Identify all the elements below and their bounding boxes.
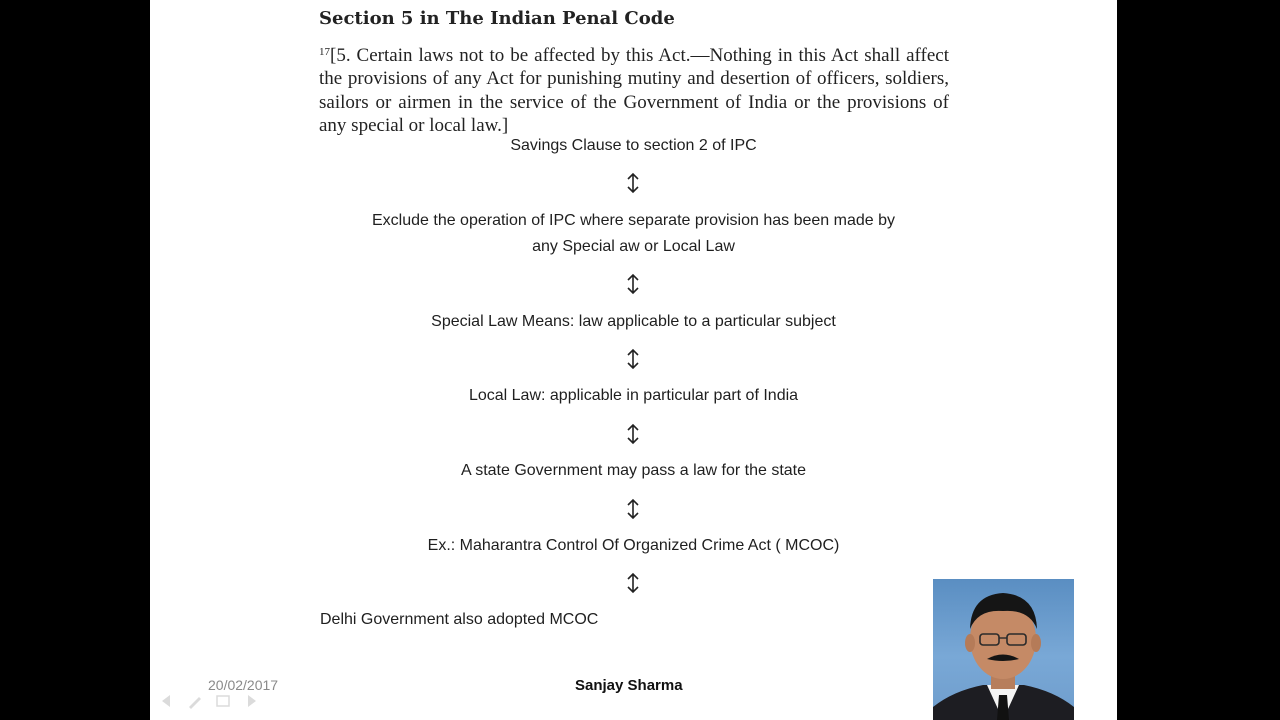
flow-item-exclude-operation-cont: any Special aw or Local Law [532, 238, 735, 255]
up-down-arrow-icon [623, 497, 643, 521]
pen-icon[interactable] [184, 690, 206, 712]
flow-item-local-law: Local Law: applicable in particular part of India [468, 387, 799, 404]
flow-item-exclude-operation: Exclude the operation of IPC where separate provision has been made by [372, 212, 895, 229]
flow-item-savings-clause: Savings Clause to section 2 of IPC [510, 137, 757, 154]
slide [150, 0, 1117, 720]
slide-date: 20/02/2017 [208, 677, 279, 693]
presenter-photo [933, 579, 1074, 720]
up-down-arrow-icon [623, 422, 643, 446]
up-down-arrow-icon [623, 171, 643, 195]
up-down-arrow-icon [623, 347, 643, 371]
previous-slide-icon[interactable] [156, 690, 178, 712]
presenter-name: Sanjay Sharma [575, 677, 683, 694]
flow-item-state-government: A state Government may pass a law for the state [460, 462, 807, 479]
footnote-marker: 17 [319, 46, 330, 58]
up-down-arrow-icon [623, 272, 643, 296]
flow-item-mcoc-example: Ex.: Maharantra Control Of Organized Crime Act ( MCOC) [427, 537, 840, 554]
flow-item-special-law: Special Law Means: law applicable to a particular subject [431, 313, 836, 330]
slideshow-nav [156, 690, 276, 712]
section-text-body: [5. Certain laws not to be affected by this Act.—Nothing in this Act shall affect the provisions of any Act for punishing mutiny and desertion of officers, soldiers, sailors or airmen in the service of the Government of India or the provisions of any special or local law.] [319, 45, 949, 136]
next-slide-icon[interactable] [240, 690, 262, 712]
section-text [319, 41, 949, 137]
slide-heading: Section 5 in The Indian Penal Code [319, 8, 675, 29]
up-down-arrow-icon [623, 571, 643, 595]
slide-menu-icon[interactable] [212, 690, 234, 712]
flow-item-delhi-mcoc: Delhi Government also adopted MCOC [320, 611, 599, 628]
